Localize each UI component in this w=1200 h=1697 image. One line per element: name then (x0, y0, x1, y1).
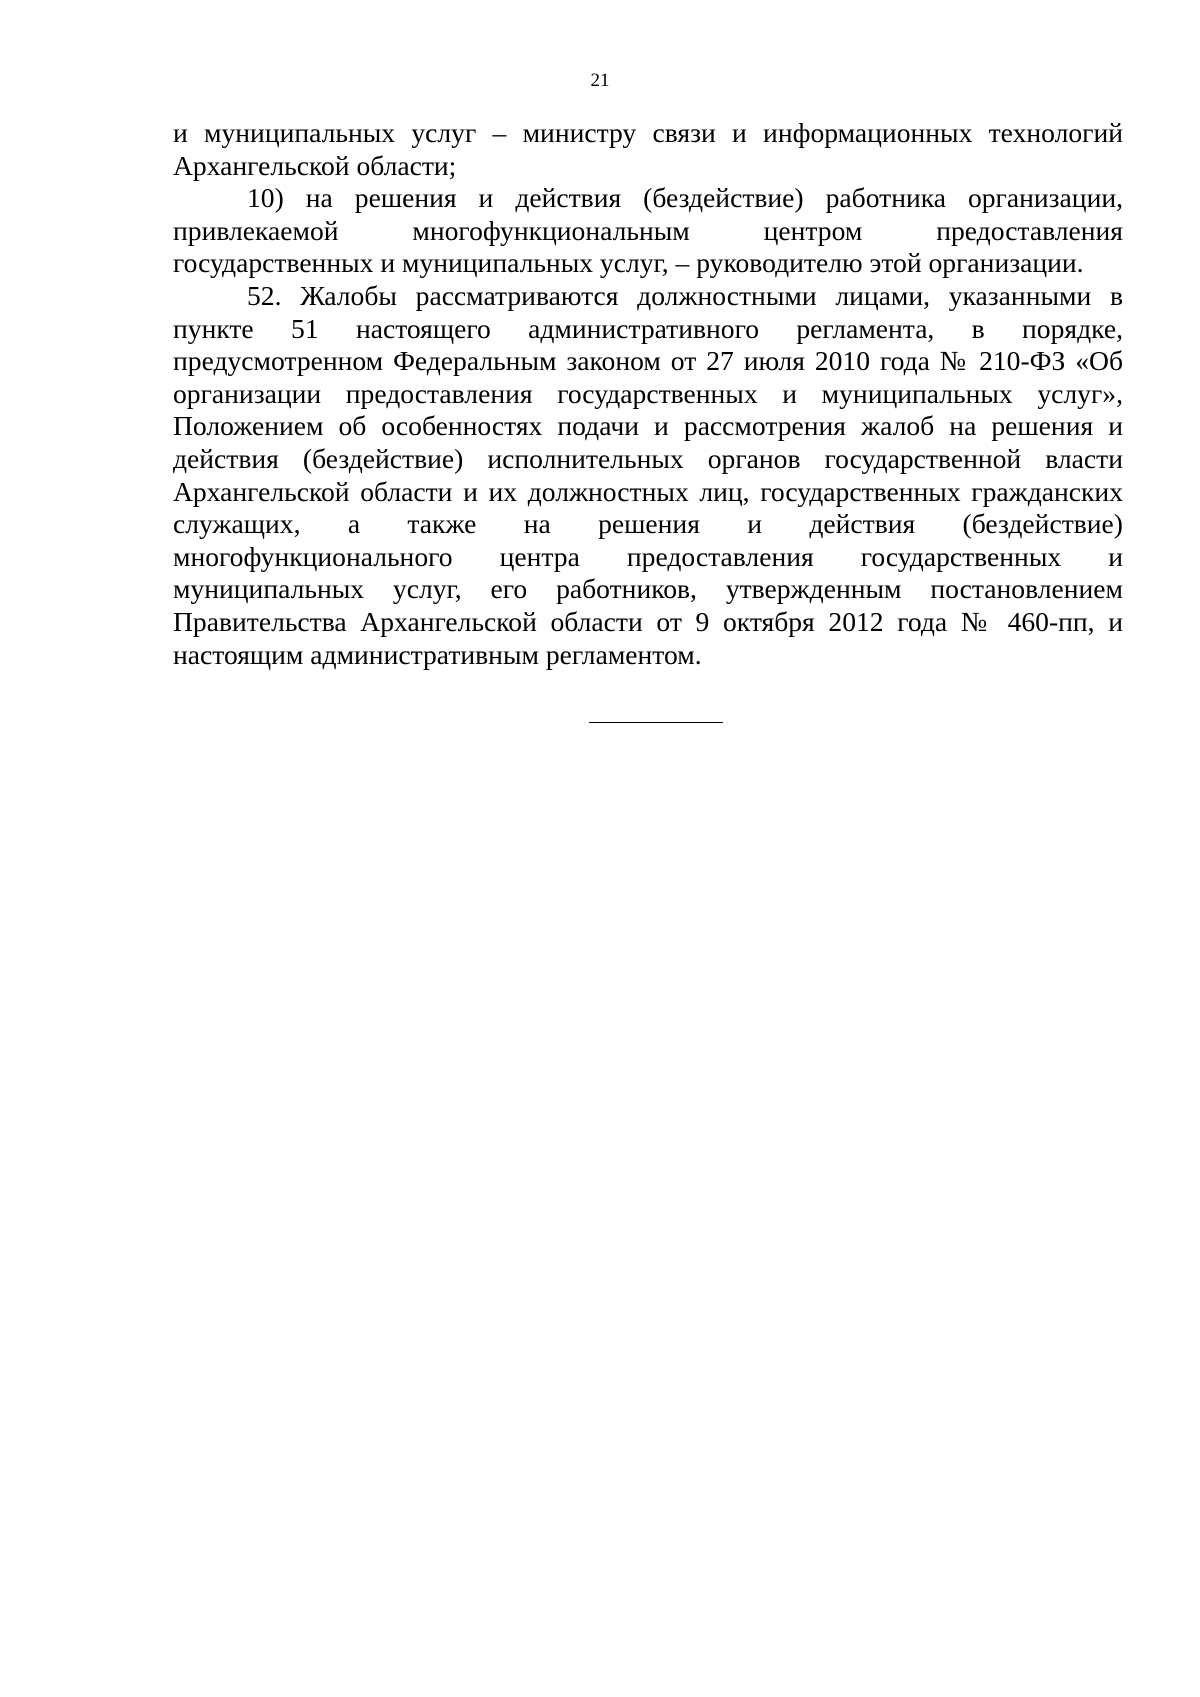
document-body (173, 117, 1123, 671)
paragraph-52: 52. Жалобы рассматриваются должностными лицами, указанными в пункте 51 настоящего административного регламента, в порядке, предусмотренном Федеральным законом от 27 июля 2010 года № 210-ФЗ «Об организации предоставления государственных и муниципальных услуг», Положением об особенностях подачи и рассмотрения жалоб на решения и действия (бездействие) исполнительных органов государственной власти Архангельской области и их должностных лиц, государственных гражданских служащих, а также на решения и действия (бездействие) многофункционального центра предоставления государственных и муниципальных услуг, его работников, утвержденным постановлением Правительства Архангельской области от 9 октября 2012 года № 460-пп, и настоящим административным регламентом. (173, 279, 1123, 670)
page-number: 21 (590, 70, 610, 91)
paragraph-item-10: 10) на решения и действия (бездействие) работника организации, привлекаемой многофункциональным центром предоставления государственных и муниципальных услуг, – руководителю этой организации. (173, 182, 1123, 279)
paragraph-continuation: и муниципальных услуг – министру связи и информационных технологий Архангельской области; (173, 117, 1123, 181)
end-divider-line (589, 722, 723, 723)
